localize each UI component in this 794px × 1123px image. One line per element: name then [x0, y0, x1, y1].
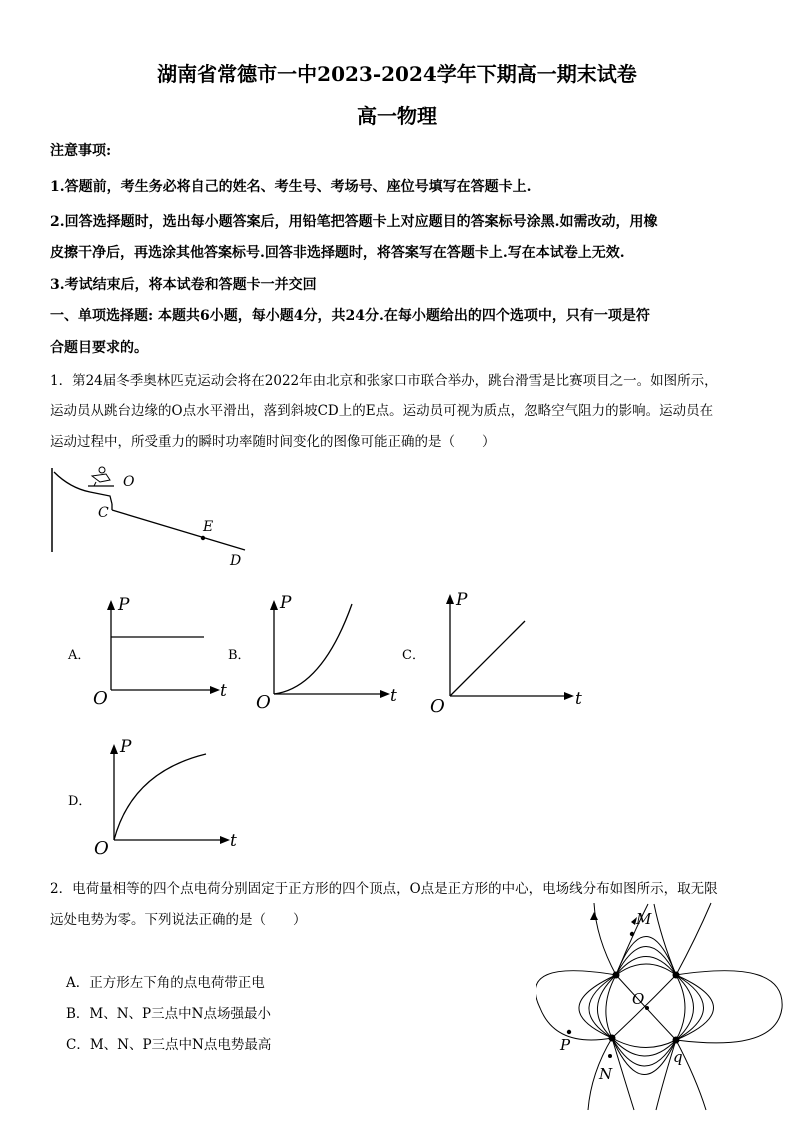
notice-heading: 注意事项: — [50, 143, 112, 159]
q1-fig-label-o: O — [123, 474, 135, 490]
notice-item-3: 3.考试结束后，将本试卷和答题卡一并交回 — [50, 277, 317, 293]
q1-d-axis-y: P — [120, 737, 132, 757]
q1-option-c-label[interactable]: C． — [402, 648, 425, 663]
q2-option-c[interactable]: C．M、N、P三点中N点电势最高 — [66, 1037, 272, 1053]
q1-option-d-label[interactable]: D． — [68, 794, 92, 809]
q1-stem-line-1: 1．第24届冬季奥林匹克运动会将在2022年由北京和张家口市联合举办，跳台滑雪是比赛项目之一。如图所示， — [50, 373, 718, 389]
q1-b-axis-y: P — [280, 593, 292, 613]
notice-item-1: 1.答题前，考生务必将自己的姓名、考生号、考场号、座位号填写在答题卡上. — [50, 179, 532, 195]
q1-c-axis-y: P — [456, 590, 468, 610]
q1-option-d-graph — [92, 732, 247, 858]
q1-fig-label-e: E — [203, 519, 214, 535]
q1-option-c-graph — [428, 584, 588, 716]
q1-ski-jump-figure — [40, 460, 260, 575]
q1-a-origin: O — [93, 688, 108, 709]
q2-fig-label-p: P — [560, 1036, 571, 1054]
skier-icon — [88, 467, 114, 486]
q1-option-b-graph — [252, 588, 407, 713]
q1-fig-label-d: D — [230, 553, 242, 569]
q1-option-b-label[interactable]: B． — [228, 648, 251, 663]
q1-stem-line-2: 运动员从跳台边缘的O点水平滑出，落到斜坡CD上的E点。运动员可视为质点，忽略空气阻力的影响。运动员在 — [50, 403, 714, 419]
q1-b-origin: O — [256, 692, 271, 713]
q1-b-axis-x: t — [390, 686, 397, 706]
q2-stem-line-2: 远处电势为零。下列说法正确的是（ ） — [50, 912, 307, 928]
q1-option-a-graph — [88, 590, 238, 710]
q1-a-axis-x: t — [220, 681, 227, 701]
section1-heading: 一、单项选择题: 本题共6小题，每小题4分，共24分.在每小题给出的四个选项中，只有一项是符 — [50, 308, 650, 324]
q1-c-axis-x: t — [575, 689, 582, 709]
q2-fig-label-m: M — [636, 910, 652, 928]
q1-fig-label-c: C — [98, 505, 109, 521]
q2-fig-label-n: N — [599, 1065, 613, 1083]
section1-heading-cont: 合题目要求的。 — [50, 340, 148, 356]
page-subtitle: 高一物理 — [357, 104, 437, 128]
q1-a-axis-y: P — [118, 595, 130, 615]
q2-fig-label-q: q — [673, 1048, 683, 1066]
q1-c-origin: O — [430, 696, 445, 716]
notice-item-2: 2.回答选择题时，选出每小题答案后，用铅笔把答题卡上对应题目的答案标号涂黑.如需改动，用橡 — [50, 214, 658, 230]
q2-option-a[interactable]: A．正方形左下角的点电荷带正电 — [66, 975, 265, 991]
q1-stem-line-3: 运动过程中，所受重力的瞬时功率随时间变化的图像可能正确的是（ ） — [50, 434, 496, 450]
q2-fig-label-o: O — [632, 990, 645, 1008]
q1-option-a-label[interactable]: A． — [68, 648, 91, 663]
q2-field-lines-figure — [536, 898, 786, 1113]
q2-option-b[interactable]: B．M、N、P三点中N点场强最小 — [66, 1006, 271, 1022]
q2-stem-line-1: 2．电荷量相等的四个点电荷分别固定于正方形的四个顶点，O点是正方形的中心，电场线分布如图所示，取无限 — [50, 881, 718, 897]
page-title: 湖南省常德市一中2023-2024学年下期高一期末试卷 — [157, 62, 637, 86]
q1-d-axis-x: t — [230, 831, 237, 851]
notice-item-2-cont: 皮擦干净后，再选涂其他答案标号.回答非选择题时，将答案写在答题卡上.写在本试卷上无效. — [50, 245, 625, 261]
q1-d-origin: O — [94, 838, 109, 858]
